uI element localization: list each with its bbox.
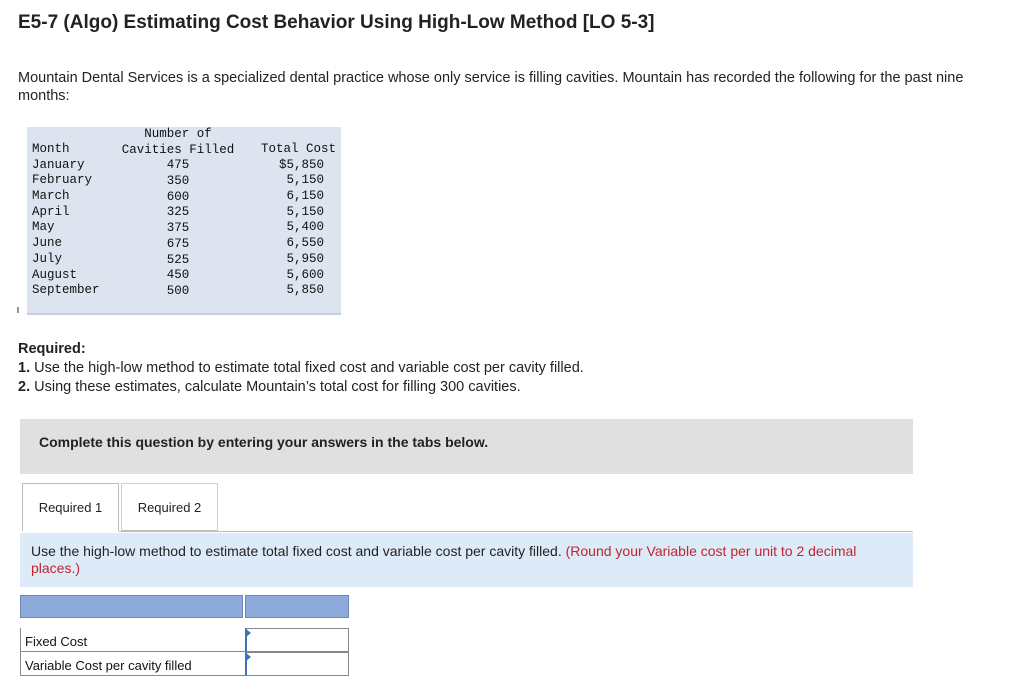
answer-row-variable-cost	[20, 652, 349, 676]
variable-cost-input-cell[interactable]	[245, 652, 349, 676]
cavities-column	[113, 127, 243, 300]
input-marker-icon	[246, 629, 251, 637]
variable-cost-label: Variable Cost per cavity filled	[20, 652, 245, 676]
cost-data-table	[27, 127, 341, 315]
total-cost-cell: 5,950	[286, 251, 324, 266]
table-edge-mark	[17, 307, 19, 313]
month-cell: July	[32, 251, 63, 266]
cavities-header: Cavities Filled	[121, 142, 235, 157]
tab-instruction	[20, 533, 913, 587]
answer-header-label-cell	[20, 595, 243, 618]
required-item-2-number: 2.	[18, 379, 31, 395]
variable-cost-input[interactable]	[247, 653, 348, 675]
total-cost-cell: 6,150	[286, 189, 324, 204]
total-cost-header: Total Cost	[260, 142, 336, 156]
required-item-1	[18, 359, 584, 378]
required-item-2-text: Using these estimates, calculate Mountain’s total cost for filling 300 cavities.	[30, 379, 521, 395]
cavities-cell: 500	[166, 283, 190, 298]
banner-text: Complete this question by entering your answers in the tabs below.	[39, 434, 489, 450]
month-cell: February	[32, 173, 93, 188]
fixed-cost-input-cell[interactable]	[245, 628, 349, 652]
total-cost-column	[253, 142, 337, 299]
instruction-text: Use the high-low method to estimate total fixed cost and variable cost per cavity filled.	[31, 543, 566, 559]
required-item-2	[18, 378, 584, 397]
input-marker-icon	[246, 653, 251, 661]
total-cost-cell: 5,600	[286, 267, 324, 282]
cavities-cell: 450	[166, 268, 190, 283]
page-title: E5-7 (Algo) Estimating Cost Behavior Using High-Low Method [LO 5-3]	[18, 12, 655, 33]
month-column	[32, 142, 100, 299]
total-cost-cell: 5,150	[286, 204, 324, 219]
month-cell: January	[32, 157, 85, 172]
required-section	[18, 340, 584, 397]
total-cost-cell: 5,850	[286, 283, 324, 298]
cavities-cell: 525	[166, 252, 190, 267]
required-heading: Required:	[18, 341, 86, 357]
month-header: Month	[32, 142, 70, 156]
tab-required-1[interactable]: Required 1	[22, 483, 119, 531]
total-cost-cell: $5,850	[278, 157, 324, 172]
total-cost-cell: 5,150	[286, 173, 324, 188]
problem-intro: Mountain Dental Services is a specialized dental practice whose only service is filling cavities. Mountain has recorded the following for the past nine months:	[18, 70, 964, 104]
month-cell: March	[32, 189, 70, 204]
answer-header-value-cell	[245, 595, 349, 618]
fixed-cost-input[interactable]	[247, 629, 348, 651]
tab-divider	[119, 531, 913, 532]
month-cell: June	[32, 236, 63, 251]
month-cell: September	[32, 283, 100, 298]
month-cell: August	[32, 267, 78, 282]
answer-table-header	[20, 595, 349, 618]
cavities-cell: 600	[166, 189, 190, 204]
cavities-header-top: Number of	[144, 127, 212, 141]
cavities-cell: 375	[166, 221, 190, 236]
total-cost-cell: 5,400	[286, 220, 324, 235]
fixed-cost-label: Fixed Cost	[20, 628, 245, 652]
tab-required-2[interactable]: Required 2	[121, 483, 218, 531]
total-cost-cell: 6,550	[286, 236, 324, 251]
rounding-note: (Round your Variable cost per unit to 2 decimal places.)	[31, 543, 857, 576]
answer-table	[20, 595, 349, 676]
month-cell: May	[32, 220, 55, 235]
cavities-cell: 475	[166, 158, 190, 173]
cavities-cell: 350	[166, 174, 190, 189]
required-item-1-text: Use the high-low method to estimate total fixed cost and variable cost per cavity filled.	[30, 360, 584, 376]
cavities-cell: 325	[166, 205, 190, 220]
month-cell: April	[32, 204, 70, 219]
required-item-1-number: 1.	[18, 360, 31, 376]
instructions-banner	[20, 419, 913, 474]
cavities-cell: 675	[166, 236, 190, 251]
answer-row-fixed-cost	[20, 628, 349, 652]
